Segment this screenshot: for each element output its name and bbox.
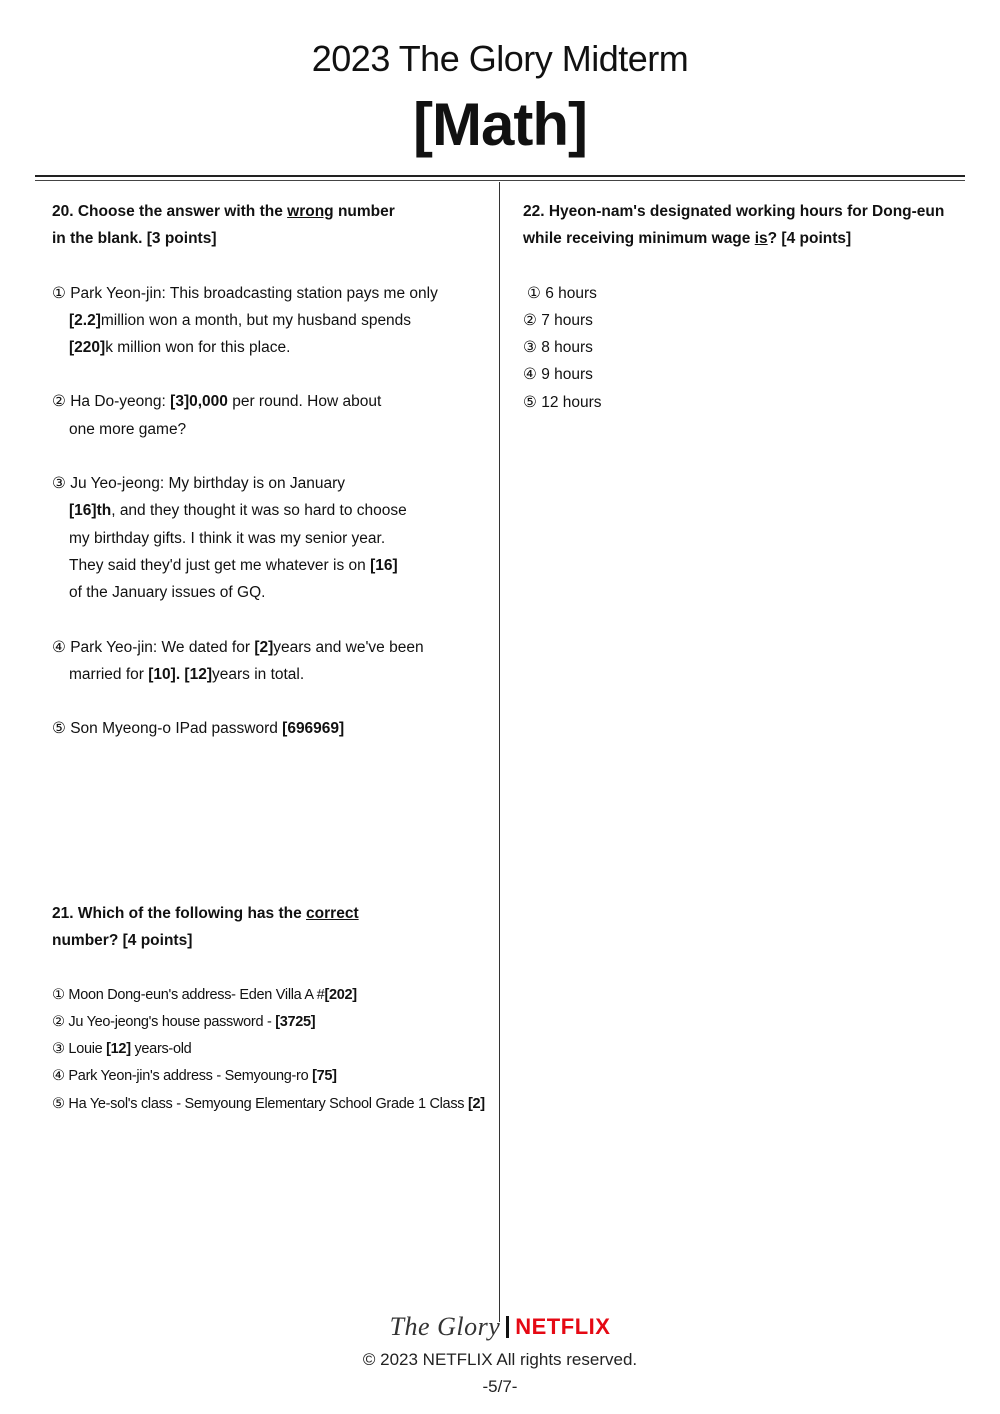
q20-option-4[interactable]: ④ Park Yeo-jin: We dated for [2]years and we've been married for [10]. [12]years in total.	[52, 638, 424, 683]
keyword-is: is	[754, 230, 768, 248]
q22-option-5[interactable]: ⑤ 12 hours	[523, 393, 602, 411]
logo-separator	[506, 1316, 509, 1338]
page-number: -5/7-	[482, 1377, 518, 1396]
question-21	[52, 900, 492, 1118]
header-divider-thin	[35, 180, 965, 181]
keyword-correct: correct	[306, 905, 359, 922]
q22-option-1[interactable]: ① 6 hours	[527, 284, 597, 302]
keyword-wrong: wrong	[287, 203, 334, 220]
q20-option-5[interactable]: ⑤ Son Myeong-o IPad password [696969]	[52, 720, 345, 738]
question-21-options	[52, 982, 492, 1118]
copyright-notice: © 2023 NETFLIX All rights reserved.	[362, 1350, 638, 1369]
netflix-logo: NETFLIX	[515, 1314, 611, 1339]
footer-logo	[0, 1312, 1000, 1346]
q20-option-1[interactable]: ① Park Yeon-jin: This broadcasting station pays me only [2.2]million won a month, but my husband spends [220]k million won for this place.	[52, 284, 438, 357]
column-divider	[499, 182, 500, 1322]
q22-option-3[interactable]: ③ 8 hours	[523, 339, 593, 357]
q21-option-3[interactable]: ③ Louie [12] years-old	[52, 1041, 192, 1058]
q21-option-5[interactable]: ⑤ Ha Ye-sol's class - Semyoung Elementary School Grade 1 Class [2]	[52, 1095, 485, 1112]
subject-heading: [Math]	[413, 91, 587, 158]
question-21-prompt: 21. Which of the following has the correct number? [4 points]	[52, 905, 359, 950]
exam-title: 2023 The Glory Midterm	[311, 38, 689, 79]
header-divider	[35, 175, 965, 177]
question-20	[52, 198, 482, 742]
q21-option-2[interactable]: ② Ju Yeo-jeong's house password - [3725]	[52, 1013, 316, 1030]
question-22	[523, 198, 963, 416]
question-22-prompt: 22. Hyeon-nam's designated working hours for Dong-eun while receiving minimum wage is? [4 points]	[523, 203, 945, 248]
q22-option-4[interactable]: ④ 9 hours	[523, 366, 593, 384]
question-22-options	[523, 280, 963, 416]
question-20-prompt: 20. Choose the answer with the wrong number in the blank. [3 points]	[52, 203, 395, 248]
the-glory-logo: The Glory	[389, 1312, 501, 1341]
q21-option-1[interactable]: ① Moon Dong-eun's address- Eden Villa A #[202]	[52, 986, 357, 1003]
q20-option-2[interactable]: ② Ha Do-yeong: [3]0,000 per round. How about one more game?	[52, 393, 382, 438]
q22-option-2[interactable]: ② 7 hours	[523, 311, 593, 329]
q20-option-3[interactable]: ③ Ju Yeo-jeong: My birthday is on January [16]th, and they thought it was so hard to choose my birthday gifts. I think it was my senior year. They said they'd just get me whatever is on [16] of the January issues of GQ.	[52, 475, 407, 602]
q21-option-4[interactable]: ④ Park Yeon-jin's address - Semyoung-ro [75]	[52, 1068, 337, 1085]
